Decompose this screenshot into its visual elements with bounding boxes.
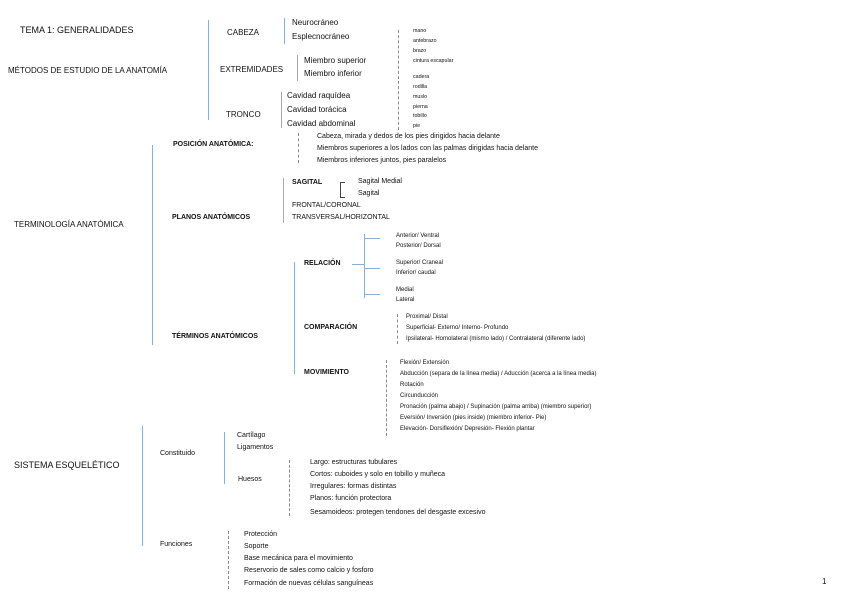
sagital-item: Sagital Medial (358, 178, 402, 185)
sagital-item: Sagital (358, 190, 380, 197)
movimiento-label: MOVIMIENTO (304, 369, 349, 376)
posicion-bracket (298, 133, 300, 163)
movimiento-item: Abducción (separa de la línea media) / Aducción (acerca a la línea media) (400, 371, 597, 377)
constituido-item: Cartílago (237, 432, 266, 439)
movimiento-item: Rotación (400, 382, 424, 388)
plano-sagital: SAGITAL (292, 179, 323, 186)
constituido-item: Ligamentos (237, 444, 274, 451)
section-terminologia: TERMINOLOGÍA ANATÓMICA (14, 220, 124, 229)
section-metodos: MÉTODOS DE ESTUDIO DE LA ANATOMÍA (8, 66, 168, 75)
funciones-bracket (228, 531, 230, 589)
relacion-item: Lateral (396, 297, 415, 303)
hueso-item: Planos: función protectora (310, 495, 392, 502)
topic-title: TEMA 1: GENERALIDADES (20, 25, 134, 35)
comparacion-item: Ipsilateral- Homolateral (mismo lado) / Contralateral (diferente lado) (406, 336, 586, 342)
posicion-item: Miembros superiores a los lados con las palmas dirigidas hacia delante (317, 145, 539, 152)
movimiento-item: Pronación (palma abajo) / Supinación (palma arriba) (miembro superior) (400, 404, 592, 410)
hueso-item: Sesamoideos: protegen tendones del desgaste excesivo (310, 509, 486, 516)
extremidades-item: Miembro inferior (304, 69, 362, 78)
hueso-item: Largo: estructuras tubulares (310, 459, 398, 466)
parte-item: muslo (413, 94, 428, 100)
huesos-label: Huesos (238, 476, 262, 483)
terminos-bracket (294, 262, 295, 374)
relacion-item: Anterior/ Ventral (396, 233, 440, 239)
relacion-item: Inferior/ caudal (396, 270, 436, 276)
funcion-item: Soporte (244, 543, 269, 550)
movimiento-item: Circunducción (400, 393, 439, 399)
posicion-item: Cabeza, mirada y dedos de los pies dirigidos hacia delante (317, 133, 500, 140)
movimiento-item: Flexión/ Extensión (400, 360, 450, 366)
tronco-item: Cavidad abdominal (287, 119, 356, 128)
plano-transversal: TRANSVERSAL/HORIZONTAL (292, 214, 390, 221)
constituido-bracket (224, 432, 225, 484)
tronco-bracket (281, 92, 282, 128)
relacion-item: Posterior/ Dorsal (396, 243, 441, 249)
hueso-item: Irregulares: formas distintas (310, 483, 397, 490)
parte-item: antebrazo (413, 38, 437, 44)
extremidades-label: EXTREMIDADES (220, 65, 284, 74)
comparacion-label: COMPARACIÓN (304, 324, 358, 331)
sistema-bracket (142, 426, 143, 546)
metodos-bracket (208, 20, 209, 120)
huesos-bracket (289, 460, 291, 516)
comparacion-item: Proximal/ Distal (406, 314, 448, 320)
cabeza-label: CABEZA (227, 28, 260, 37)
hueso-item: Cortos: cuboides y solo en tobillo y muñeca (310, 471, 446, 478)
funcion-item: Protección (244, 531, 278, 538)
parte-item: cintura escapular (413, 58, 454, 64)
parte-item: pie (413, 123, 421, 129)
relacion-connector (364, 268, 380, 269)
planos-label: PLANOS ANATÓMICOS (172, 214, 251, 221)
plano-frontal: FRONTAL/CORONAL (292, 202, 361, 209)
planos-bracket (283, 178, 284, 223)
cabeza-item: Esplecnocráneo (292, 32, 350, 41)
tronco-item: Cavidad torácica (287, 105, 347, 114)
funciones-label: Funciones (160, 541, 193, 548)
relacion-label: RELACIÓN (304, 260, 341, 267)
relacion-connector (364, 238, 380, 239)
parte-item: cadera (413, 74, 430, 80)
comparacion-item: Superficial- Externo/ Interno- Profundo (406, 325, 509, 331)
page-number: 1 (822, 577, 827, 586)
section-sistema: SISTEMA ESQUELÉTICO (14, 460, 120, 470)
parte-item: brazo (413, 48, 427, 54)
extremidades-item: Miembro superior (304, 56, 367, 65)
comparacion-bracket (397, 314, 399, 344)
extremidades-bracket (297, 55, 298, 81)
sagital-bracket (340, 182, 345, 198)
relacion-bracket (364, 234, 365, 298)
funcion-item: Reservorio de sales como calcio y fosforo (244, 567, 374, 574)
cabeza-item: Neurocráneo (292, 18, 339, 27)
parte-item: tobillo (413, 113, 427, 119)
relacion-connector (352, 264, 364, 265)
movimiento-item: Elevación- Dorsiflexión/ Depresión- Flexión plantar (400, 426, 535, 432)
posicion-item: Miembros inferiores juntos, pies paralelos (317, 157, 447, 164)
terminos-label: TÉRMINOS ANATÓMICOS (172, 333, 258, 340)
terminologia-bracket (152, 145, 153, 345)
posicion-label: POSICIÓN ANATÓMICA: (173, 141, 254, 148)
tronco-label: TRONCO (226, 110, 261, 119)
constituido-label: Constituido (160, 450, 196, 457)
relacion-item: Superior/ Craneal (396, 260, 444, 266)
movimiento-item: Eversión/ Inversión (pies inside) (miembro inferior- Pie) (400, 415, 547, 421)
movimiento-bracket (386, 360, 388, 436)
relacion-item: Medial (396, 287, 414, 293)
tronco-item: Cavidad raquídea (287, 91, 351, 100)
relacion-connector (364, 294, 380, 295)
funcion-item: Formación de nuevas células sanguíneas (244, 580, 374, 587)
parte-item: rodilla (413, 84, 428, 90)
parte-item: mano (413, 28, 427, 34)
funcion-item: Base mecánica para el movimiento (244, 555, 353, 562)
partes-bracket (398, 30, 400, 130)
cabeza-bracket (284, 18, 285, 44)
parte-item: pierna (413, 104, 428, 110)
